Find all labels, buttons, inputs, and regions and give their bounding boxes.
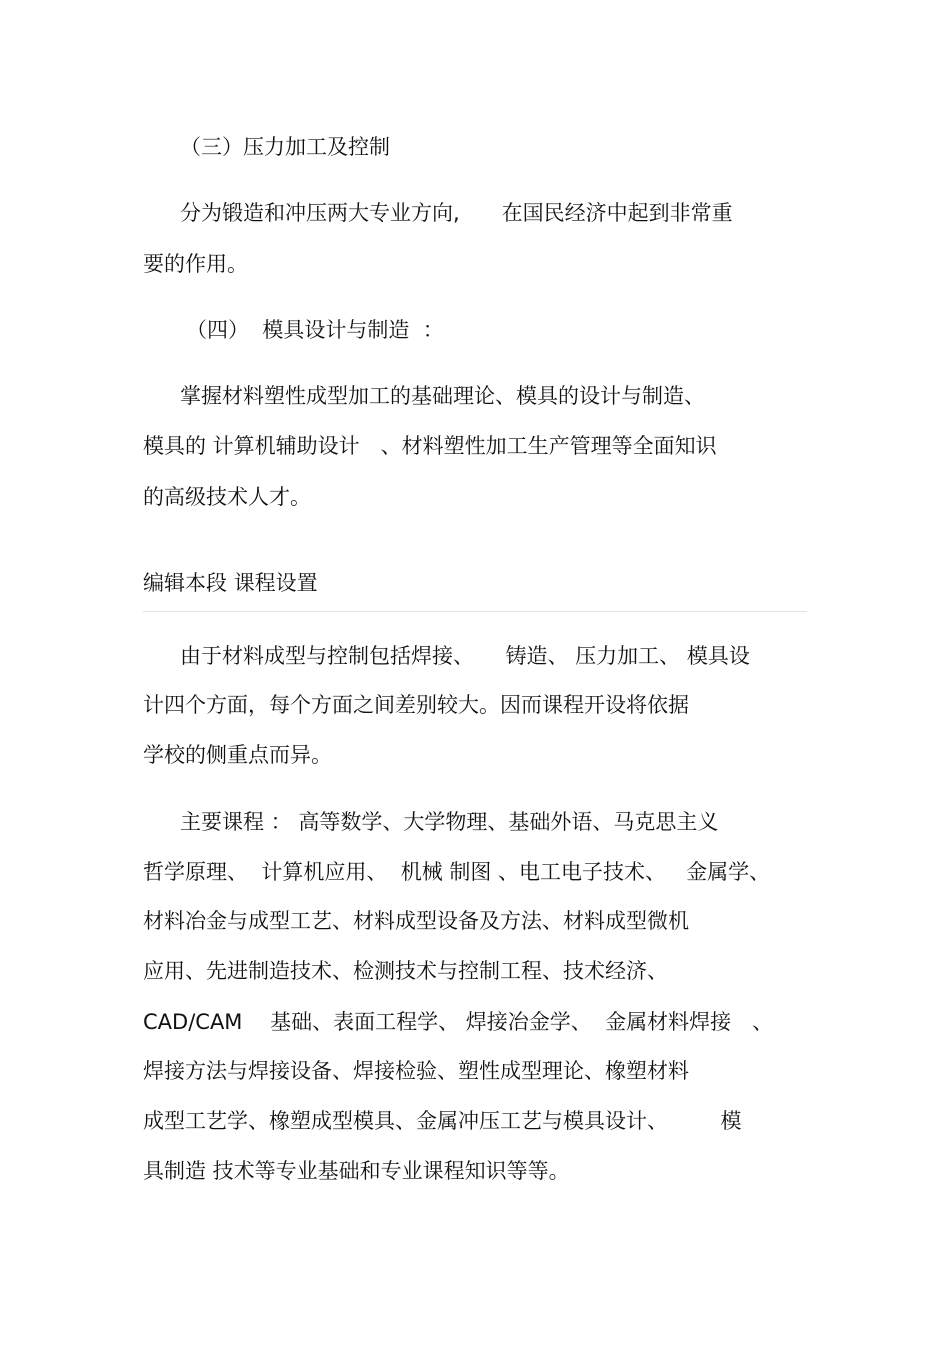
section-4-heading: （四） 模具设计与制造 ： <box>186 318 444 342</box>
main-courses-line: CAD/CAM 基础、表面工程学、 焊接冶金学、 金属材料焊接 、 <box>143 1010 774 1034</box>
course-intro-line: 由于材料成型与控制包括焊接、 铸造、 压力加工、 模具设 <box>180 644 750 668</box>
section-4-body-line: 掌握材料塑性成型加工的基础理论、模具的设计与制造、 <box>180 384 705 408</box>
main-courses-line: 焊接方法与焊接设备、焊接检验、塑性成型理论、橡塑材料 <box>143 1059 689 1083</box>
main-courses-line: 材料冶金与成型工艺、材料成型设备及方法、材料成型微机 <box>143 909 689 933</box>
section-4-body-line: 的高级技术人才。 <box>143 485 311 509</box>
course-intro-line: 学校的侧重点而异。 <box>143 743 332 767</box>
main-courses-line: 成型工艺学、橡塑成型模具、金属冲压工艺与模具设计、 模 <box>143 1109 742 1133</box>
section-divider <box>143 611 807 612</box>
section-3-body-line: 分为锻造和冲压两大专业方向, 在国民经济中起到非常重 <box>180 201 733 225</box>
main-courses-line: 应用、先进制造技术、检测技术与控制工程、技术经济、 <box>143 959 668 983</box>
edit-section-link[interactable]: 编辑本段 <box>143 571 227 595</box>
course-section-header <box>143 568 318 598</box>
main-courses-line: 哲学原理、 计算机应用、 机械 制图 、电工电子技术、 金属学、 <box>143 860 771 884</box>
section-3-heading: （三）压力加工及控制 <box>180 135 390 159</box>
main-courses-line: 具制造 技术等专业基础和专业课程知识等等。 <box>143 1159 570 1183</box>
course-intro-line: 计四个方面，每个方面之间差别较大。因而课程开设将依据 <box>143 693 689 717</box>
main-courses-line: 主要课程 ： 高等数学、大学物理、基础外语、马克思主义 <box>180 810 719 834</box>
section-3-body-line: 要的作用。 <box>143 252 248 276</box>
section-4-body-line: 模具的 计算机辅助设计 、材料塑性加工生产管理等全面知识 <box>143 434 717 458</box>
course-section-title: 课程设置 <box>233 571 318 595</box>
